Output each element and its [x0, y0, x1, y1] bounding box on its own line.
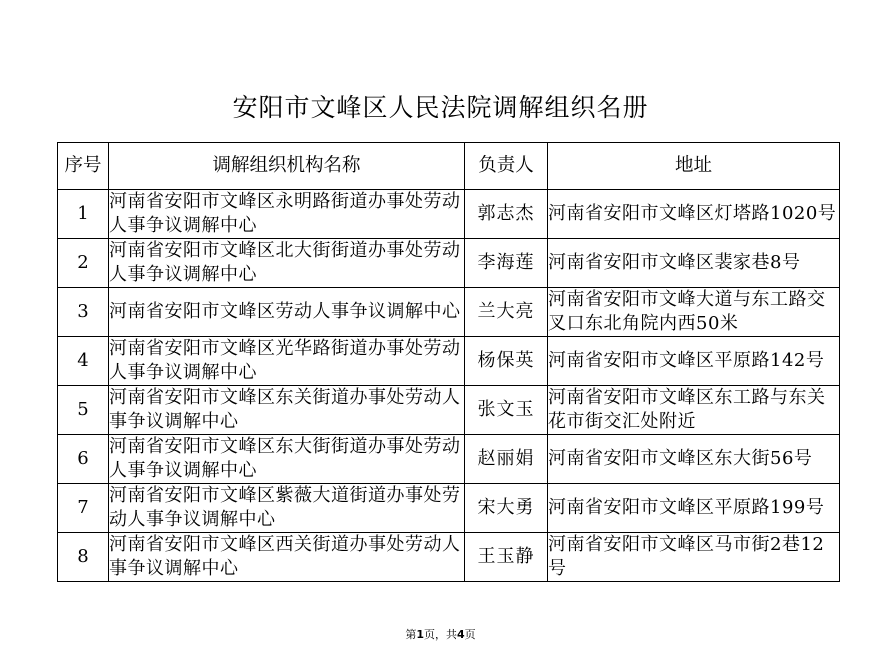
header-person-in-charge: 负责人 — [465, 143, 548, 190]
row-seq: 4 — [58, 337, 109, 386]
table-row — [58, 484, 840, 533]
row-address: 河南省安阳市文峰区灯塔路1020号 — [548, 190, 840, 239]
table-row — [58, 288, 840, 337]
table-row — [58, 190, 840, 239]
row-address: 河南省安阳市文峰区裴家巷8号 — [548, 239, 840, 288]
row-org-name: 河南省安阳市文峰区西关街道办事处劳动人事争议调解中心 — [109, 533, 465, 582]
page-footer — [0, 626, 881, 642]
table-row — [58, 386, 840, 435]
table-row — [58, 435, 840, 484]
row-address: 河南省安阳市文峰区平原路199号 — [548, 484, 840, 533]
row-person-in-charge: 杨保英 — [465, 337, 548, 386]
table-row — [58, 239, 840, 288]
page-title: 安阳市文峰区人民法院调解组织名册 — [232, 93, 649, 122]
row-seq: 3 — [58, 288, 109, 337]
row-seq: 5 — [58, 386, 109, 435]
row-person-in-charge: 兰大亮 — [465, 288, 548, 337]
footer-prefix: 第 — [405, 628, 417, 641]
row-seq: 6 — [58, 435, 109, 484]
row-person-in-charge: 李海莲 — [465, 239, 548, 288]
row-person-in-charge: 张文玉 — [465, 386, 548, 435]
row-address: 河南省安阳市文峰区平原路142号 — [548, 337, 840, 386]
row-seq: 1 — [58, 190, 109, 239]
row-org-name: 河南省安阳市文峰区东关街道办事处劳动人事争议调解中心 — [109, 386, 465, 435]
row-person-in-charge: 宋大勇 — [465, 484, 548, 533]
row-seq: 7 — [58, 484, 109, 533]
row-address: 河南省安阳市文峰大道与东工路交叉口东北角院内西50米 — [548, 288, 840, 337]
mediation-register-table — [57, 142, 840, 582]
table-row — [58, 337, 840, 386]
row-org-name: 河南省安阳市文峰区劳动人事争议调解中心 — [109, 288, 465, 337]
row-seq: 8 — [58, 533, 109, 582]
header-seq: 序号 — [58, 143, 109, 190]
row-person-in-charge: 王玉静 — [465, 533, 548, 582]
row-org-name: 河南省安阳市文峰区永明路街道办事处劳动人事争议调解中心 — [109, 190, 465, 239]
table-header-row — [58, 143, 840, 190]
row-address: 河南省安阳市文峰区东工路与东关花市街交汇处附近 — [548, 386, 840, 435]
footer-suffix: 页 — [464, 628, 476, 641]
table-row — [58, 533, 840, 582]
header-org-name: 调解组织机构名称 — [109, 143, 465, 190]
footer-middle: 页，共 — [424, 628, 457, 641]
row-address: 河南省安阳市文峰区东大街56号 — [548, 435, 840, 484]
row-person-in-charge: 郭志杰 — [465, 190, 548, 239]
header-address: 地址 — [548, 143, 840, 190]
footer-total-pages: 4 — [457, 628, 465, 641]
row-person-in-charge: 赵丽娟 — [465, 435, 548, 484]
footer-page-number: 1 — [416, 628, 424, 641]
row-address: 河南省安阳市文峰区马市街2巷12号 — [548, 533, 840, 582]
row-org-name: 河南省安阳市文峰区紫薇大道街道办事处劳动人事争议调解中心 — [109, 484, 465, 533]
row-org-name: 河南省安阳市文峰区东大街街道办事处劳动人事争议调解中心 — [109, 435, 465, 484]
row-seq: 2 — [58, 239, 109, 288]
row-org-name: 河南省安阳市文峰区光华路街道办事处劳动人事争议调解中心 — [109, 337, 465, 386]
row-org-name: 河南省安阳市文峰区北大街街道办事处劳动人事争议调解中心 — [109, 239, 465, 288]
